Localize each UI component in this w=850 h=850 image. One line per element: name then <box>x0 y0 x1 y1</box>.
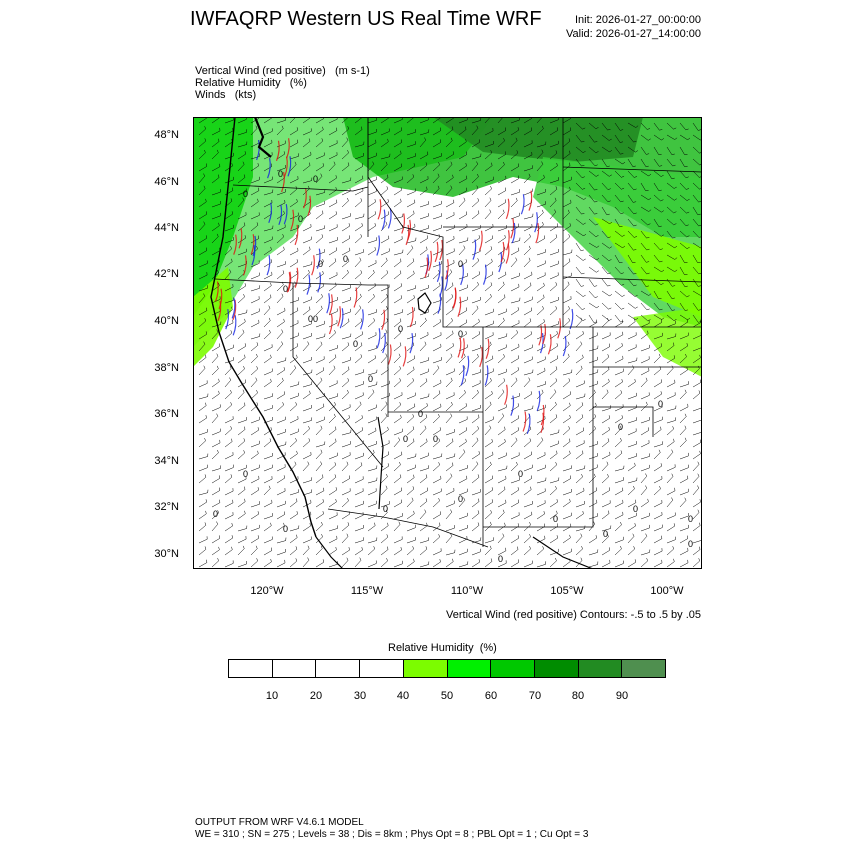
contour-label: 0 <box>318 259 324 269</box>
legend-box-0 <box>229 660 273 677</box>
legend-box-2 <box>316 660 360 677</box>
contour-note: Vertical Wind (red positive) Contours: -.5 to .5 by .05 <box>446 609 701 621</box>
legend-box-1 <box>273 660 317 677</box>
legend-value-10: 10 <box>265 690 279 702</box>
lat-label-32: 32°N <box>154 501 179 513</box>
contour-label: 0 <box>688 539 694 549</box>
legend-box-7 <box>535 660 579 677</box>
footer-line-2: WE = 310 ; SN = 275 ; Levels = 38 ; Dis = 8km ; Phys Opt = 8 ; PBL Opt = 1 ; Cu Opt = 3 <box>195 829 589 840</box>
lon-label-100: 100°W <box>650 585 684 597</box>
legend-value-50: 50 <box>440 690 454 702</box>
lon-label-115: 115°W <box>350 585 384 597</box>
contour-label: 0 <box>213 509 219 519</box>
contour-label: 0 <box>518 469 524 479</box>
contour-label: 0 <box>603 529 609 539</box>
contour-label: 0 <box>383 504 389 514</box>
contour-label: 0 <box>278 169 284 179</box>
contour-label: 0 <box>368 374 374 384</box>
lat-label-48: 48°N <box>154 129 179 141</box>
map-title: IWFAQRP Western US Real Time WRF <box>190 8 542 30</box>
valid-time: Valid: 2026-01-27_14:00:00 <box>566 28 701 40</box>
lat-label-34: 34°N <box>154 455 179 467</box>
legend-box-8 <box>579 660 623 677</box>
model-footer <box>195 817 588 841</box>
legend-colorbar <box>228 659 666 678</box>
lat-label-42: 42°N <box>154 268 179 280</box>
legend-box-9 <box>622 660 665 677</box>
legend-value-40: 40 <box>396 690 410 702</box>
lat-label-30: 30°N <box>154 548 179 560</box>
init-time: Init: 2026-01-27_00:00:00 <box>575 14 701 26</box>
field-relative-humidity: Relative Humidity (%) <box>195 77 307 89</box>
contour-label: 0 <box>283 524 289 534</box>
lat-label-36: 36°N <box>154 408 179 420</box>
contour-label: 0 <box>398 324 404 334</box>
contour-label: 0 <box>618 422 624 432</box>
contour-label: 0 <box>313 174 319 184</box>
lon-label-105: 105°W <box>550 585 584 597</box>
contour-label: 0 <box>658 399 664 409</box>
legend-box-3 <box>360 660 404 677</box>
legend-value-20: 20 <box>309 690 323 702</box>
field-list <box>195 65 370 101</box>
contour-label: 0 <box>353 339 359 349</box>
legend-title: Relative Humidity (%) <box>388 642 497 654</box>
lat-label-40: 40°N <box>154 315 179 327</box>
field-winds: Winds (kts) <box>195 89 257 101</box>
contour-label: 0 <box>243 189 249 199</box>
legend-box-4 <box>404 660 448 677</box>
contour-label: 0 <box>458 329 464 339</box>
field-vertical-wind: Vertical Wind (red positive) (m s-1) <box>195 65 370 77</box>
contour-label: 0 <box>243 469 249 479</box>
contour-label: 0 <box>433 434 439 444</box>
contour-label: 0 <box>308 314 314 324</box>
contour-label: 0 <box>553 514 559 524</box>
lat-label-46: 46°N <box>154 176 179 188</box>
contour-label: 0 <box>458 259 464 269</box>
legend-value-70: 70 <box>528 690 542 702</box>
legend-value-60: 60 <box>484 690 498 702</box>
lat-label-38: 38°N <box>154 362 179 374</box>
contour-label: 0 <box>283 284 289 294</box>
legend-value-90: 90 <box>615 690 629 702</box>
contour-label: 0 <box>313 314 319 324</box>
lat-label-44: 44°N <box>154 222 179 234</box>
contour-label: 0 <box>498 554 504 564</box>
contour-label: 0 <box>458 494 464 504</box>
contour-label: 0 <box>298 214 304 224</box>
legend-value-80: 80 <box>571 690 585 702</box>
contour-label: 0 <box>403 434 409 444</box>
lon-label-110: 110°W <box>450 585 484 597</box>
run-times <box>566 13 701 41</box>
contour-label: 0 <box>418 409 424 419</box>
legend-box-6 <box>491 660 535 677</box>
contour-label: 0 <box>343 254 349 264</box>
legend-box-5 <box>448 660 492 677</box>
lon-label-120: 120°W <box>250 585 284 597</box>
weather-map <box>193 117 702 569</box>
legend-value-30: 30 <box>353 690 367 702</box>
contour-label: 0 <box>633 504 639 514</box>
contour-label: 0 <box>688 514 694 524</box>
footer-line-1: OUTPUT FROM WRF V4.6.1 MODEL <box>195 817 364 828</box>
